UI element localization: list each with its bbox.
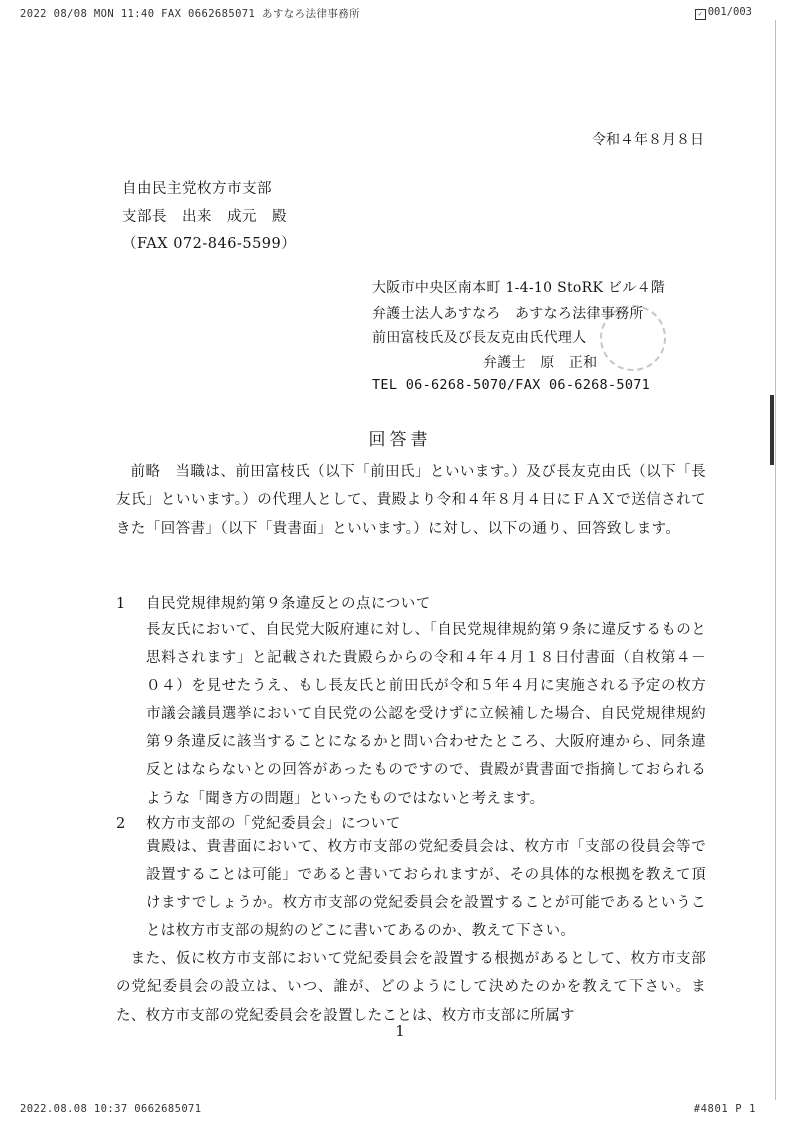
fax-page-count-text: 001/003 — [707, 6, 752, 18]
sender-address: 大阪市中央区南本町 1-4-10 StoRK ビル４階 — [372, 280, 666, 296]
section-2-title: 枚方市支部の「党紀委員会」について — [146, 816, 401, 832]
fax-footer-left: 2022.08.08 10:37 0662685071 — [20, 1103, 202, 1115]
sender-firm: 弁護士法人あすなろ あすなろ法律事務所 — [372, 306, 644, 322]
seal-stamp — [600, 305, 666, 371]
sender-agent: 前田富枝氏及び長友克由氏代理人 — [372, 330, 587, 346]
section-1-title: 自民党規律規約第９条違反との点について — [146, 596, 431, 612]
recipient-name: 支部長 出来 成元 殿 — [122, 209, 287, 225]
section-1-paragraph: 長友氏において、自民党大阪府連に対し、「自民党規律規約第９条に違反するものと思料されます」と記載された貴殿らからの令和４年４月１８日付書面（自枚第４－０４）を見せたうえ、もし長友氏と前田氏が令和５年４月に実施される予定の枚方市議会議員選挙において自民党の公認を受けずに立候補した場合、自民党規律規約第９条違反に該当することになるかと問い合わせたところ、大阪府連から、同条違反とはならないとの回答があったものですので、貴殿が貴書面で指摘しておられるような「聞き方の問題」といったものではないと考えます。 — [146, 622, 706, 807]
fax-header: 2022 08/08 MON 11:40 FAX 0662685071 あすなろ法律事務所 — [20, 8, 361, 20]
section-1-heading — [116, 592, 431, 613]
recipient-fax: （FAX 072-846-5599） — [122, 236, 297, 252]
sender-tel-fax: TEL 06-6268-5070/FAX 06-6268-5071 — [372, 377, 651, 393]
page-number: 1 — [395, 1022, 405, 1040]
section-2-paragraph-2: また、仮に枚方市支部において党紀委員会を設置する根拠があるとして、枚方市支部の党紀委員会の設立は、いつ、誰が、どのようにして決めたのかを教えて下さい。また、枚方市支部の党紀委員会を設置したことは、枚方市支部に所属す — [116, 951, 706, 1024]
section-2-number: 2 — [116, 816, 126, 832]
section-2-body — [116, 833, 706, 1030]
section-1-body — [146, 616, 706, 813]
sender-lawyer: 弁護士 原 正和 — [483, 355, 598, 371]
document-date: 令和４年８月８日 — [592, 132, 704, 148]
intro-paragraph: 前略 当職は、前田富枝氏（以下「前田氏」といいます。）及び長友克由氏（以下「長友氏」といいます。）の代理人として、貴殿より令和４年８月４日にＦＡＸで送信されてきた「回答書」（以下「貴書面」といいます。）に対し、以下の通り、回答致します。 — [116, 464, 706, 537]
section-2-paragraph-1: 貴殿は、貴書面において、枚方市支部の党紀委員会は、枚方市「支部の役員会等で設置することは可能」であると書いておられますが、その具体的な根拠を教えて頂けますでしょうか。枚方市支部の党紀委員会を設置することが可能であるということは枚方市支部の規約のどこに書いてあるのか、教えて下さい。 — [146, 839, 706, 940]
document-title: 回答書 — [368, 430, 432, 450]
scan-edge-line — [775, 20, 776, 1100]
section-1-number: 1 — [116, 596, 126, 612]
fax-page-box-icon: ✓ — [695, 9, 706, 20]
recipient-organization: 自由民主党枚方市支部 — [122, 181, 272, 197]
section-2-heading — [116, 812, 401, 833]
fax-page-count — [695, 6, 752, 20]
fax-footer-right: #4801 P 1 — [693, 1103, 756, 1115]
